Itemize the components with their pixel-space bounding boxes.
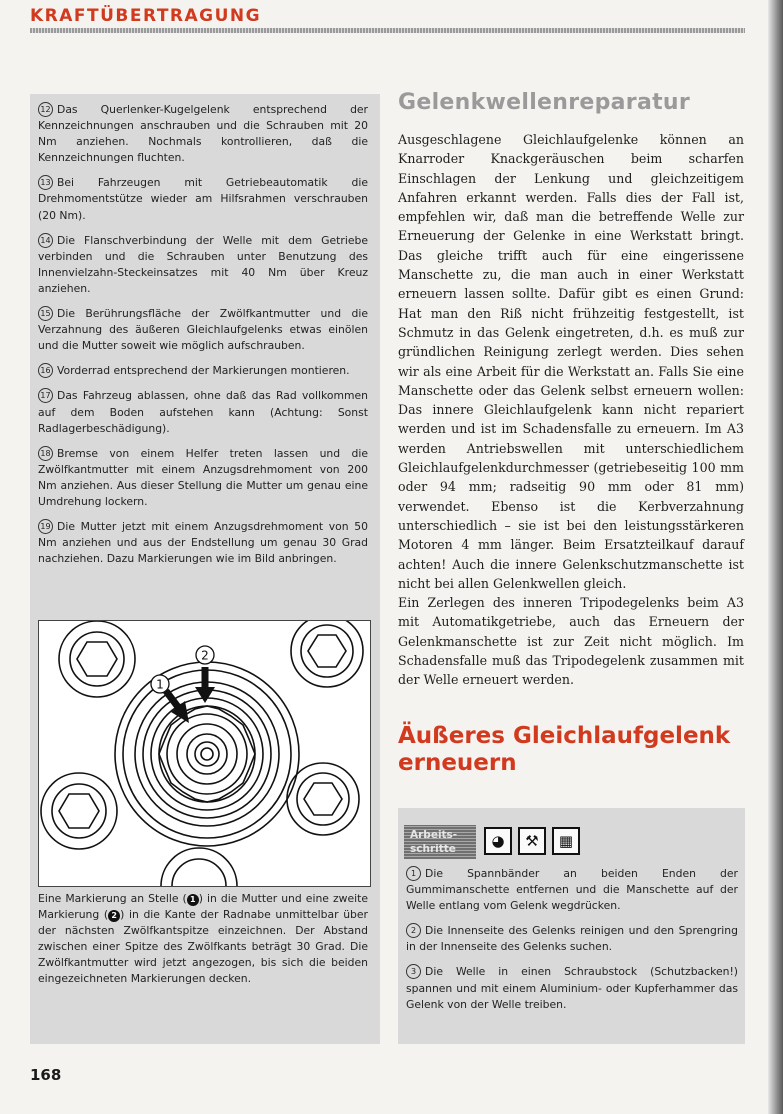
callout-1-label: 1 — [156, 677, 164, 692]
step-13 — [38, 175, 368, 223]
step-number: 16 — [38, 363, 53, 378]
page-header — [0, 0, 768, 34]
hub-nut-illustration — [39, 621, 370, 886]
step-text: Die Flanschverbindung der Welle mit dem Getriebe verbinden und die Schrauben unter Benutzung des Innenvielzahn-Steckeinsatzes mit 40 Nm über Kreuz anziehen. — [38, 233, 368, 295]
step-15 — [38, 306, 368, 354]
right-steps — [406, 866, 738, 1022]
body-paragraph-1: Ausgeschlagene Gleichlaufgelenke können an Knarroder Knackgeräuschen beim scharfen Einschlagen der Lenkung und gleichzeitigem Anfahren erkannt werden. Falls dies der Fall ist, empfehlen wir, daß man die betreffende Welle zur Erneuerung der Gelenke in eine Werkstatt bringt. Das gleiche trifft auch für eine eingerissene Manschette zu, die man auch in einer Werkstatt erneuern lassen sollte. Dafür gibt es einen Grund: Hat man den Riß nicht frühzeitig festgestellt, ist Schmutz in das Gelenk eingetreten, d.h. es muß zur gründlichen Reinigung zerlegt werden. Dies sehen wir als eine Arbeit für die Werkstatt an. Falls Sie eine Manschette oder das Gelenk selbst erneuern wollen: Das innere Gleichlaufgelenk kann nicht repariert werden und ist im Schadensfalle zu erneuern. Im A3 werden Antriebswellen mit unterschiedlichem Gleichlaufgelenkdurchmesser (getriebeseitig 100 mm oder 94 mm; radseitig 90 mm oder 81 mm) verwendet. Ebenso ist die Kerbverzahnung unterschiedlich – sie ist bei den leistungsstärkeren Motoren 4 mm länger. Beim Ersatzteilkauf darauf achten! Auch die innere Gelenkschutzmanschette ist nicht bei allen Gelenkwellen gleich. — [398, 132, 744, 591]
section-title-gleichlaufgelenk: Äußeres Gleichlaufgelenk erneuern — [398, 723, 731, 776]
step-right-1 — [406, 866, 738, 914]
wheel-bolt-bottom-center — [161, 848, 237, 886]
step-text: Die Welle in einen Schraubstock (Schutzbacken!) spannen und mit einem Aluminium- oder Kupferhammer das Gelenk von der Welle treiben. — [406, 965, 738, 1011]
step-text: Die Innenseite des Gelenks reinigen und den Sprengring in der Innenseite des Gelenks suchen. — [406, 924, 738, 954]
step-number: 19 — [38, 519, 53, 534]
wheel-bolt-bottom-left — [41, 773, 117, 849]
page-number: 168 — [30, 1066, 62, 1084]
step-text: Bei Fahrzeugen mit Getriebeautomatik die Drehmomentstütze wieder am Hilfsrahmen verschrauben (20 Nm). — [38, 176, 368, 222]
body-paragraph-2: Ein Zerlegen des inneren Tripodegelenks beim A3 mit Automatikgetriebe, auch das Erneuern der Gelenkmanschette ist zur Zeit nicht möglich. Im Schadensfalle muß das Tripodegelenk zusammen mit der Welle erneuert werden. — [398, 595, 744, 688]
caption-callout-1: 1 — [187, 894, 199, 906]
section-body — [398, 130, 744, 690]
step-text: Bremse von einem Helfer treten lassen und die Zwölfkantmutter mit einem Anzugsdrehmoment von 200 Nm anziehen. Aus dieser Stellung die Mutter um genau eine Umdrehung lockern. — [38, 446, 368, 508]
step-number: 3 — [406, 964, 421, 979]
step-number: 17 — [38, 388, 53, 403]
badge-line-2: schritte — [410, 843, 456, 855]
caption-part-a: Eine Markierung an Stelle ( — [38, 892, 187, 905]
page-edge-shadow — [768, 0, 783, 1114]
figure-caption — [38, 891, 368, 988]
tool-case-icon: ▦ — [552, 827, 580, 855]
wheel-bolt-top-left — [59, 621, 135, 697]
wheel-bolt-top-right — [291, 621, 363, 687]
step-number: 12 — [38, 102, 53, 117]
caption-part-b: ) in die Mutter und eine zweite Markierung ( — [38, 892, 368, 922]
step-number: 15 — [38, 306, 53, 321]
caption-part-c: ) in die Kante der Radnabe unmittelbar über der nächsten Zwölfkantspitze einzeichnen. Der Abstand zwischen einer Spitze des Zwölfkants beträgt 30 Grad. Die Zwölfkantmutter wird jetzt angezogen, bis sich die beiden eingezeichneten Markierungen decken. — [38, 908, 368, 986]
step-12 — [38, 102, 368, 166]
work-steps-badge — [404, 825, 476, 859]
marking-arrow-1 — [166, 691, 189, 723]
badge-line-1: Arbeits- — [410, 829, 458, 841]
callout-2 — [196, 646, 214, 664]
header-rule — [30, 28, 745, 33]
left-steps — [38, 102, 368, 576]
callout-1 — [151, 675, 169, 693]
step-text: Das Querlenker-Kugelgelenk entsprechend der Kennzeichnungen anschrauben und die Schrauben mit 20 Nm anziehen. Nochmals kontrollieren, daß die Kennzeichnungen fluchten. — [38, 103, 368, 165]
step-number: 1 — [406, 866, 421, 881]
step-19 — [38, 519, 368, 567]
step-number: 13 — [38, 175, 53, 190]
step-right-2 — [406, 923, 738, 955]
step-text: Vorderrad entsprechend der Markierungen montieren. — [57, 364, 350, 378]
step-17 — [38, 388, 368, 436]
gauge-icon: ◕ — [484, 827, 512, 855]
step-number: 2 — [406, 923, 421, 938]
step-text: Die Mutter jetzt mit einem Anzugsdrehmoment von 50 Nm anziehen und aus der Endstellung um genau 30 Grad nachziehen. Dazu Markierungen wie im Bild anbringen. — [38, 520, 368, 566]
wheel-hub-nut-figure — [38, 620, 371, 887]
step-right-3 — [406, 964, 738, 1012]
step-14 — [38, 233, 368, 297]
step-text: Das Fahrzeug ablassen, ohne daß das Rad vollkommen auf dem Boden aufstehen kann (Achtung: Sonst Radlagerbeschädigung). — [38, 389, 368, 435]
step-16 — [38, 363, 368, 379]
step-number: 18 — [38, 446, 53, 461]
step-18 — [38, 446, 368, 510]
step-text: Die Spannbänder an beiden Enden der Gummimanschette entfernen und die Manschette auf der Welle entlang vom Gelenk wegdrücken. — [406, 867, 738, 913]
section-header-title: KRAFTÜBERTRAGUNG — [30, 6, 262, 26]
wheel-bolt-bottom-right — [287, 763, 359, 835]
step-text: Die Berührungsfläche der Zwölfkantmutter und die Verzahnung des äußeren Gleichlaufgelenks etwas einölen und die Mutter soweit wie möglich aufschrauben. — [38, 307, 368, 353]
wrench-set-icon: ⚒ — [518, 827, 546, 855]
step-number: 14 — [38, 233, 53, 248]
caption-callout-2: 2 — [108, 910, 120, 922]
section-title-gelenkwellenreparatur: Gelenkwellenreparatur — [398, 90, 691, 115]
callout-2-label: 2 — [201, 648, 209, 663]
